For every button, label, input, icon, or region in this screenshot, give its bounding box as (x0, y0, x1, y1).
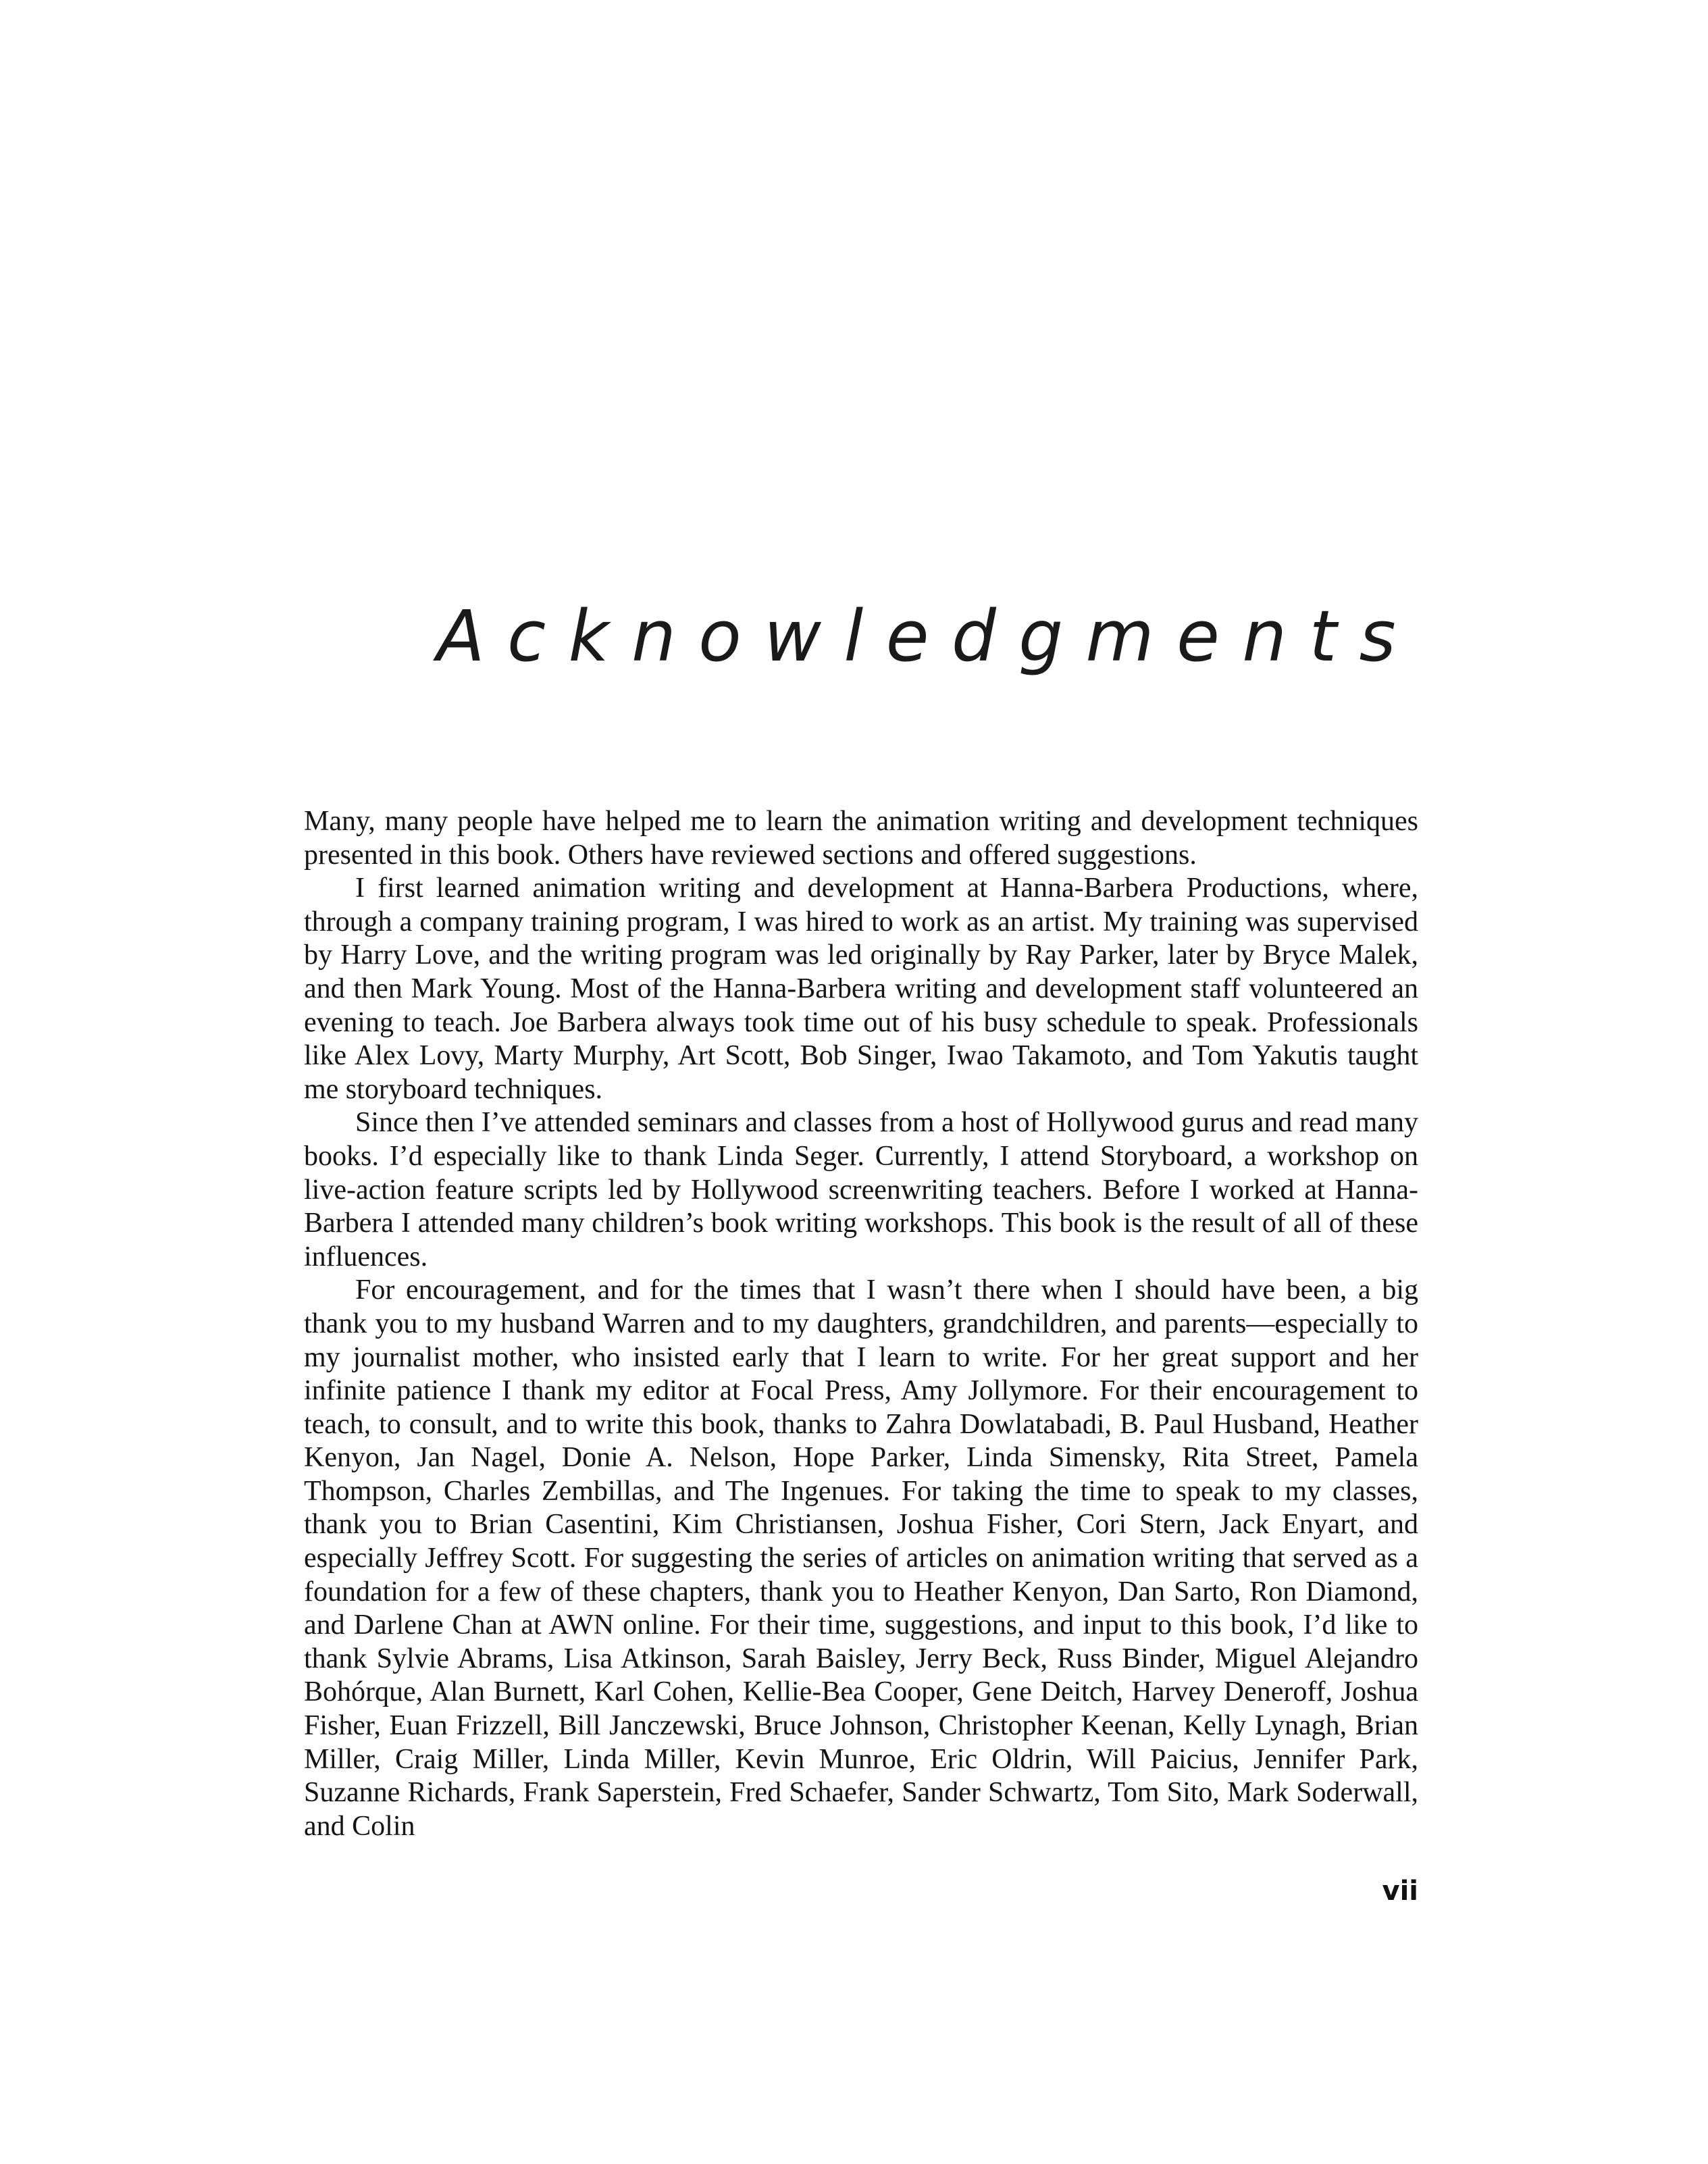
paragraph-intro: Many, many people have helped me to learn the animation writing and development techniques presented in this book. Others have reviewed sections and offered suggestions. (304, 806, 1418, 871)
paragraph-seminars: Since then I’ve attended seminars and classes from a host of Hollywood gurus and read many books. I’d especially like to thank Linda Seger. Currently, I attend Storyboard, a workshop on live-action feature scripts led by Hollywood screenwriting teachers. Before I worked at Hanna-Barbera I attended many children’s book writing workshops. This book is the result of all of these influences. (304, 1107, 1418, 1272)
paragraph-thanks: For encouragement, and for the times that I wasn’t there when I should have been, a big thank you to my husband Warren and to my daughters, grandchildren, and parents—especially to my journalist mother, who insisted early that I learn to write. For her great support and her infinite patience I thank my editor at Focal Press, Amy Jollymore. For their encouragement to teach, to consult, and to write this book, thanks to Zahra Dowlatabadi, B. Paul Husband, Heather Kenyon, Jan Nagel, Donie A. Nelson, Hope Parker, Linda Simensky, Rita Street, Pamela Thompson, Charles Zembillas, and The Ingenues. For taking the time to speak to my classes, thank you to Brian Casentini, Kim Christiansen, Joshua Fisher, Cori Stern, Jack Enyart, and especially Jeffrey Scott. For suggesting the series of articles on animation writing that served as a foundation for a few of these chapters, thank you to Heather Kenyon, Dan Sarto, Ron Diamond, and Darlene Chan at AWN online. For their time, suggestions, and input to this book, I’d like to thank Sylvie Abrams, Lisa Atkinson, Sarah Baisley, Jerry Beck, Russ Binder, Miguel Alejandro Bohórque, Alan Burnett, Karl Cohen, Kellie-Bea Cooper, Gene Deitch, Harvey Deneroff, Joshua Fisher, Euan Frizzell, Bill Janczewski, Bruce Johnson, Christopher Keenan, Kelly Lynagh, Brian Miller, Craig Miller, Linda Miller, Kevin Munroe, Eric Oldrin, Will Paicius, Jennifer Park, Suzanne Richards, Frank Saperstein, Fred Schaefer, Sander Schwartz, Tom Sito, Mark Soderwall, and Colin (304, 1274, 1418, 1842)
chapter-title: Acknowledgments (436, 595, 1418, 677)
acknowledgments-body (304, 805, 1418, 1843)
paragraph-hanna-barbera: I first learned animation writing and development at Hanna-Barbera Productions, where, through a company training program, I was hired to work as an artist. My training was supervised by Harry Love, and the writing program was led originally by Ray Parker, later by Bryce Malek, and then Mark Young. Most of the Hanna-Barbera writing and development staff volunteered an evening to teach. Joe Barbera always took time out of his busy schedule to speak. Professionals like Alex Lovy, Marty Murphy, Art Scott, Bob Singer, Iwao Takamoto, and Tom Yakutis taught me storyboard techniques. (304, 873, 1418, 1105)
page-number: vii (1382, 1876, 1418, 1907)
